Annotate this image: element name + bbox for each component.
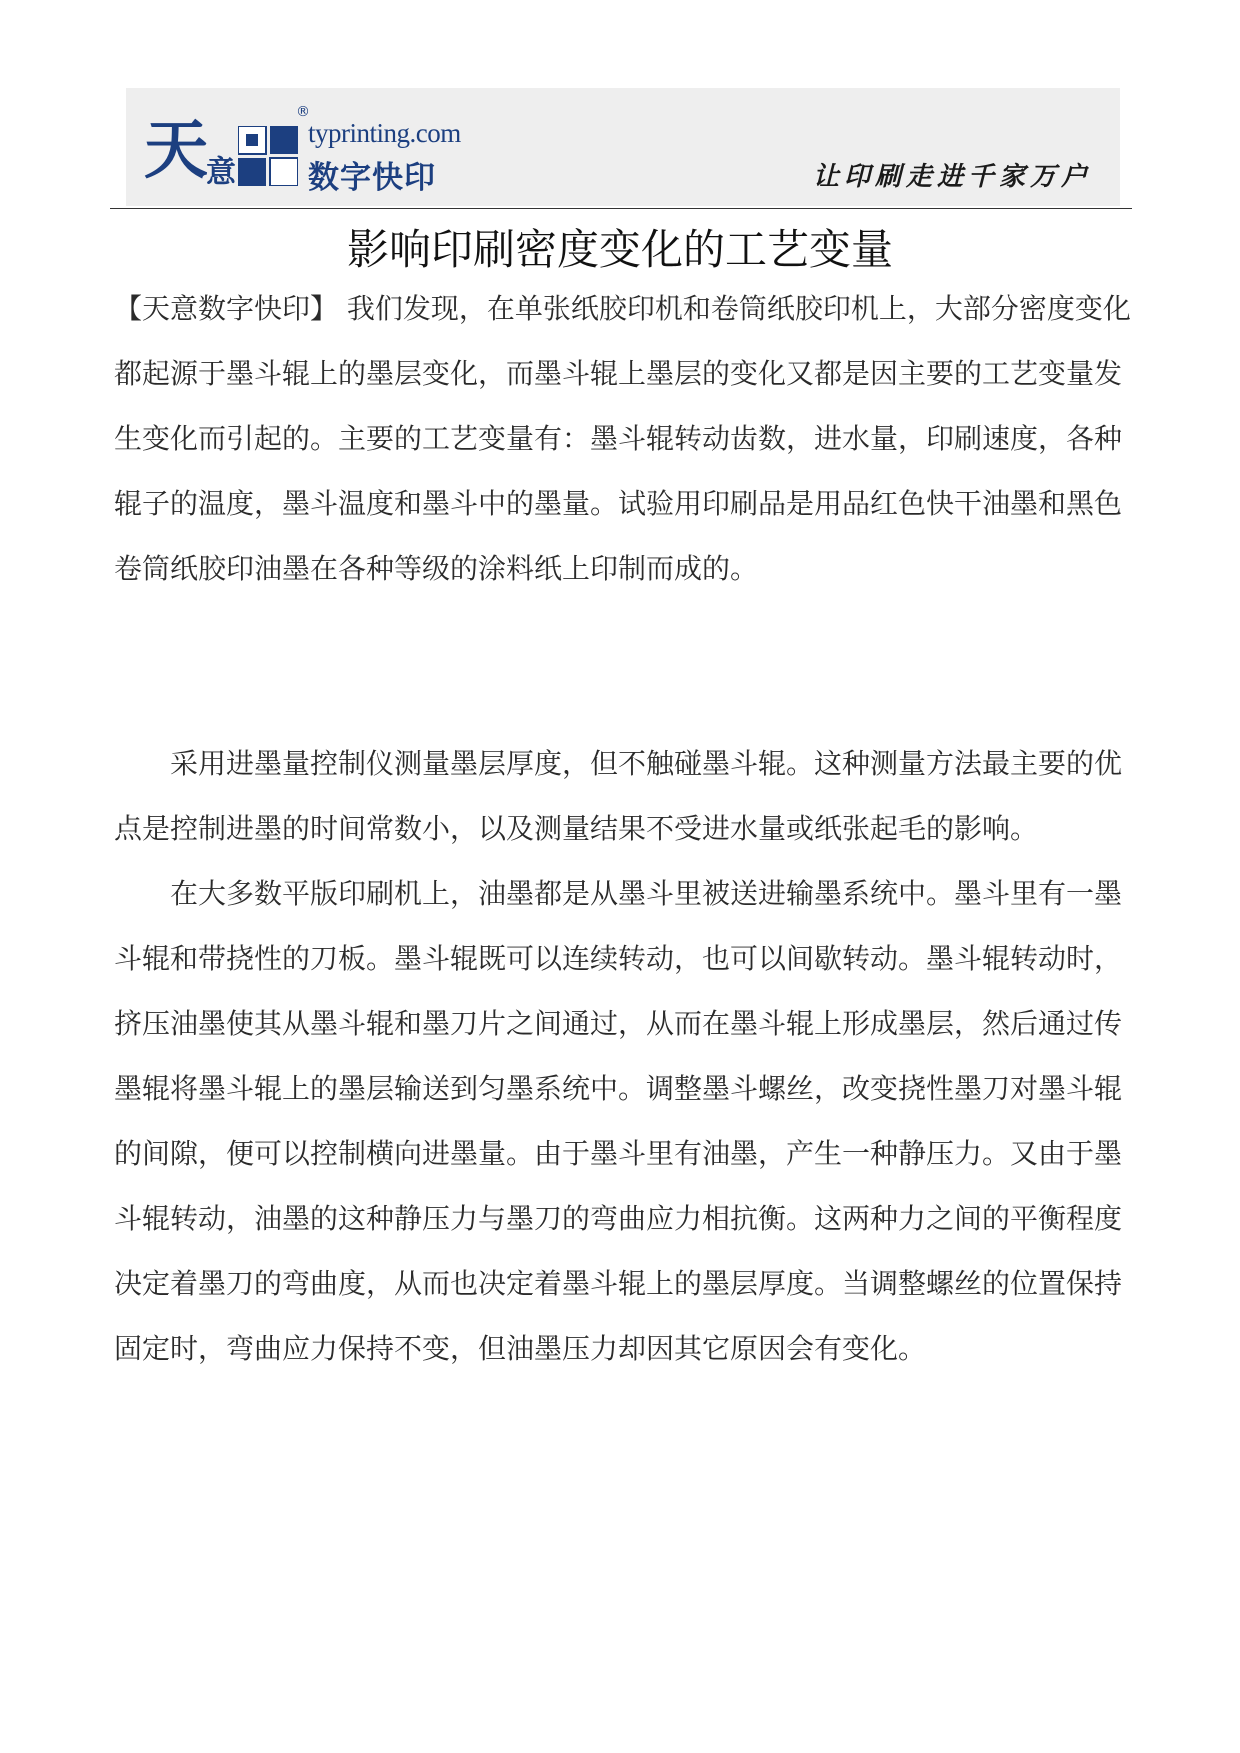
paragraph-spacer	[114, 666, 1134, 731]
svg-text:意: 意	[206, 155, 236, 188]
paragraph-intro: 【天意数字快印】 我们发现，在单张纸胶印机和卷筒纸胶印机上，大部分密度变化都起源于墨斗辊上的墨层变化，而墨斗辊上墨层的变化又都是因主要的工艺变量发生变化而引起的。主要的工艺变量有：墨斗辊转动齿数，进水量，印刷速度，各种辊子的温度，墨斗温度和墨斗中的墨量。试验用印刷品是用品红色快干油墨和黑色卷筒纸胶印油墨在各种等级的涂料纸上印制而成的。	[114, 292, 1131, 585]
svg-text:天: 天	[144, 114, 208, 188]
document-title: 影响印刷密度变化的工艺变量	[346, 225, 893, 274]
tianyi-logo-mark	[142, 106, 246, 188]
header-slogan: 让印刷走进千家万户	[812, 162, 1092, 192]
paragraph-spacer	[114, 601, 1134, 666]
document-body	[114, 276, 1134, 1381]
registered-mark: ®	[296, 104, 310, 120]
header-banner	[126, 88, 1120, 206]
checker-squares-icon	[238, 126, 298, 186]
logo-product-text: 数字快印	[308, 160, 436, 196]
paragraph-ink-fountain: 在大多数平版印刷机上，油墨都是从墨斗里被送进输墨系统中。墨斗里有一墨斗辊和带挠性的刀板。墨斗辊既可以连续转动，也可以间歇转动。墨斗辊转动时，挤压油墨使其从墨斗辊和墨刀片之间通过，从而在墨斗辊上形成墨层，然后通过传墨辊将墨斗辊上的墨层输送到匀墨系统中。调整墨斗螺丝，改变挠性墨刀对墨斗辊的间隙，便可以控制横向进墨量。由于墨斗里有油墨，产生一种静压力。又由于墨斗辊转动，油墨的这种静压力与墨刀的弯曲应力相抗衡。这两种力之间的平衡程度决定着墨刀的弯曲度，从而也决定着墨斗辊上的墨层厚度。当调整螺丝的位置保持固定时，弯曲应力保持不变，但油墨压力却因其它原因会有变化。	[114, 877, 1123, 1365]
logo-domain-text: typrinting.com	[308, 118, 461, 148]
paragraph-measurement: 采用进墨量控制仪测量墨层厚度，但不触碰墨斗辊。这种测量方法最主要的优点是控制进墨的时间常数小，以及测量结果不受进水量或纸张起毛的影响。	[114, 747, 1123, 845]
header-divider	[110, 208, 1132, 209]
